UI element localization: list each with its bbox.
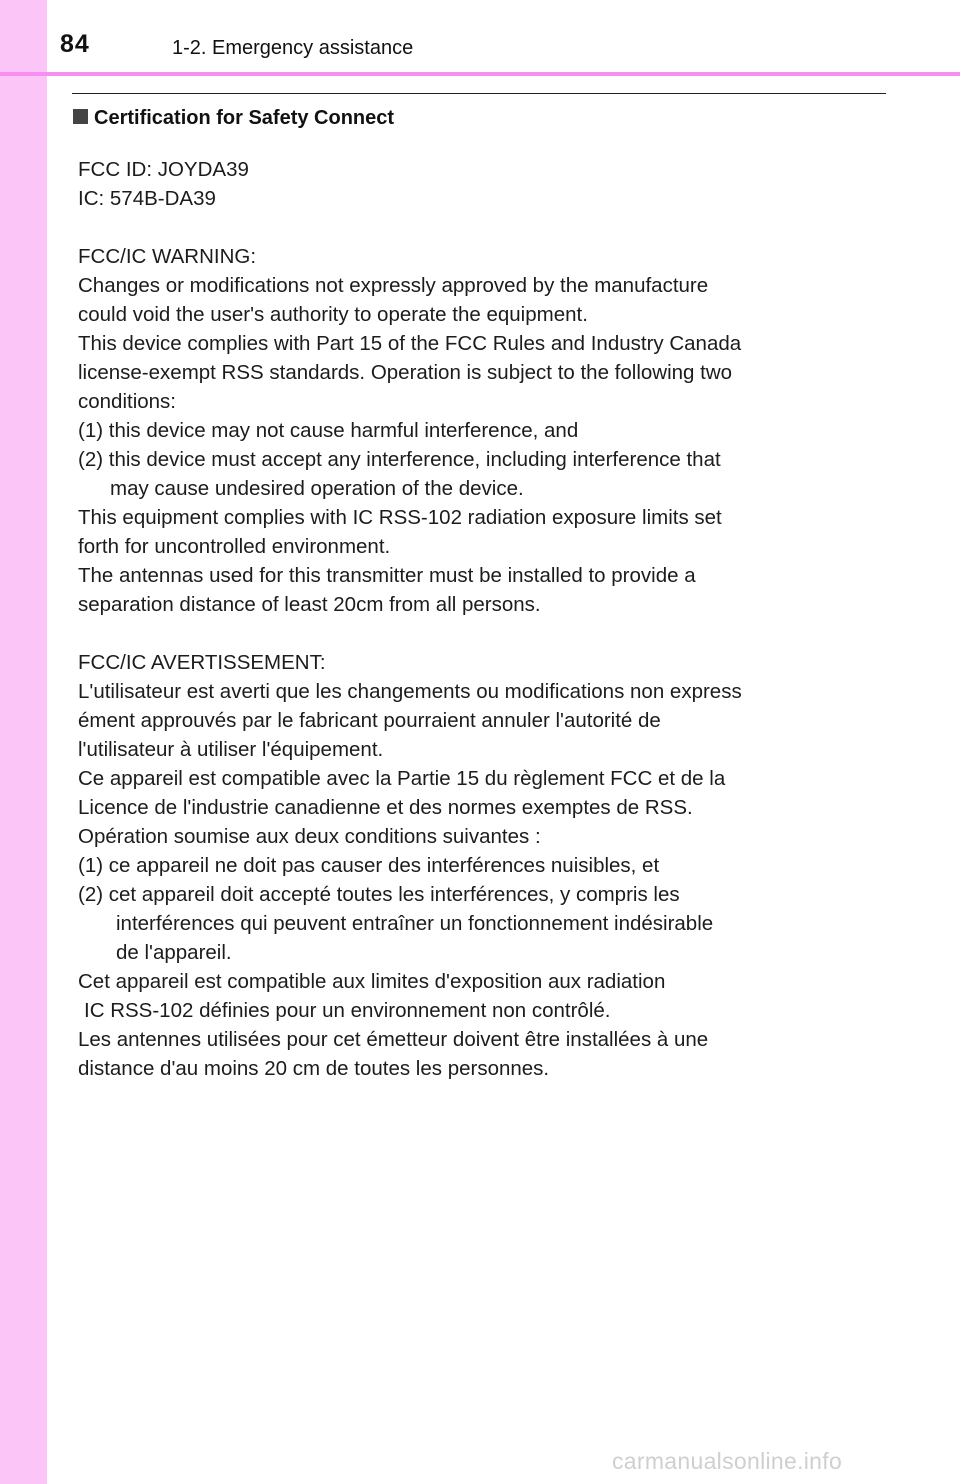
ic-id: IC: 574B-DA39 [78,187,216,210]
english-line: The antennas used for this transmitter must be installed to provide a [78,564,696,587]
subheading-text: Certification for Safety Connect [94,107,395,129]
french-heading: FCC/IC AVERTISSEMENT: [78,651,326,674]
english-condition: (2) this device must accept any interference, including interference that [78,448,721,471]
english-line: conditions: [78,390,177,413]
square-bullet-icon [73,109,88,124]
french-condition: (1) ce appareil ne doit pas causer des interférences nuisibles, et [78,854,660,877]
french-line: Ce appareil est compatible avec la Partie 15 du règlement FCC et de la [78,767,726,790]
french-condition-continued: de l'appareil. [116,941,232,964]
subheading [73,107,394,130]
french-line: Les antennes utilisées pour cet émetteur doivent être installées à une [78,1028,709,1051]
french-condition-continued: interférences qui peuvent entraîner un fonctionnement indésirable [116,912,714,935]
subheading-rule [72,93,886,94]
french-line: ément approuvés par le fabricant pourraient annuler l'autorité de [78,709,661,732]
english-line: Changes or modifications not expressly approved by the manufacture [78,274,709,297]
english-line: could void the user's authority to operate the equipment. [78,303,588,326]
french-line: Cet appareil est compatible aux limites d'exposition aux radiation [78,970,666,993]
side-color-strip [0,0,47,1484]
french-line: L'utilisateur est averti que les changements ou modifications non express [78,680,742,703]
spacer [78,619,868,648]
fcc-id: FCC ID: JOYDA39 [78,158,249,181]
header-divider [0,72,960,76]
site-watermark: carmanualsonline.info [612,1448,843,1474]
french-line: l'utilisateur à utiliser l'équipement. [78,738,384,761]
english-heading: FCC/IC WARNING: [78,245,257,268]
english-line: separation distance of least 20cm from all persons. [78,593,541,616]
english-line: forth for uncontrolled environment. [78,535,391,558]
french-line: distance d'au moins 20 cm de toutes les personnes. [78,1057,550,1080]
english-line: This device complies with Part 15 of the FCC Rules and Industry Canada [78,332,742,355]
english-condition: (1) this device may not cause harmful interference, and [78,419,579,442]
english-line: This equipment complies with IC RSS-102 radiation exposure limits set [78,506,722,529]
certification-notice [78,155,868,1083]
french-line: IC RSS-102 définies pour un environnement non contrôlé. [84,999,611,1022]
page-number: 84 [60,30,90,58]
french-condition: (2) cet appareil doit accepté toutes les interférences, y compris les [78,883,680,906]
french-line: Licence de l'industrie canadienne et des normes exemptes de RSS. [78,796,693,819]
spacer [78,213,868,242]
section-title: 1-2. Emergency assistance [172,37,414,59]
french-line: Opération soumise aux deux conditions suivantes : [78,825,541,848]
page-header [47,0,960,72]
english-condition-continued: may cause undesired operation of the device. [110,477,524,500]
english-line: license-exempt RSS standards. Operation is subject to the following two [78,361,733,384]
